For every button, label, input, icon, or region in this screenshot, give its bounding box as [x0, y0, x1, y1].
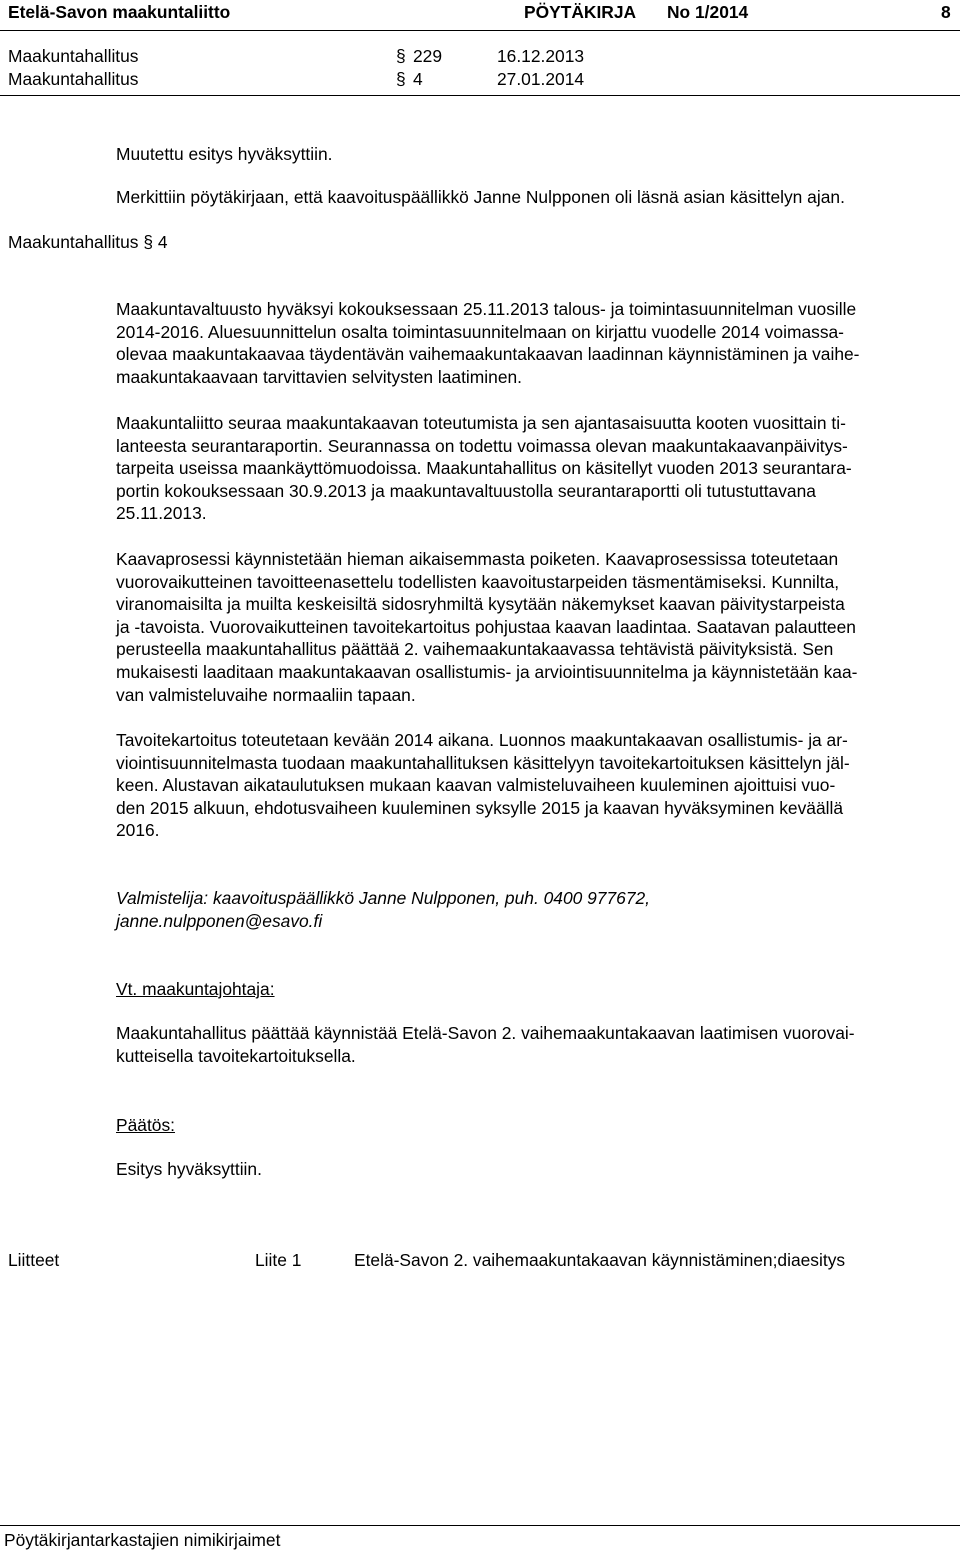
- decision-text: Esitys hyväksyttiin.: [116, 1159, 262, 1179]
- section-sign-icon: §: [396, 46, 406, 66]
- paragraph-line: Kaavaprosessi käynnistetään hieman aikaisemmasta poiketen. Kaavaprosessissa toteutetaan: [116, 549, 839, 569]
- paragraph-monitoring: [116, 412, 954, 525]
- attachment-item-description: Etelä-Savon 2. vaihemaakuntakaavan käynnistäminen;diaesitys: [354, 1250, 846, 1270]
- paragraph-line: keen. Alustavan aikataulutuksen mukaan kaavan valmisteluvaiheen kuuleminen ajoittuisi vuo-: [116, 775, 836, 796]
- paragraph-line: portin kokouksessaan 30.9.2013 ja maakuntavaltuustolla seurantaraportti oli tutustuttavana: [116, 480, 816, 501]
- paragraph-line: 2016.: [116, 820, 160, 841]
- previous-decision-text: Muutettu esitys hyväksyttiin.: [116, 144, 333, 164]
- footer-initials-label: Pöytäkirjantarkastajien nimikirjaimet: [4, 1530, 281, 1550]
- paragraph-line: viranomaisilta ja muilta keskeisiltä sidosryhmiltä kysytään näkemykset kaavan päivitystarpeista: [116, 594, 845, 615]
- paragraph-line: Maakuntaliitto seuraa maakuntakaavan toteutumista ja sen ajantasaisuutta kooten vuosittain ti-: [116, 413, 846, 433]
- paragraph-line: lanteesta seurantaraportin. Seurannassa on todettu voimassa olevan maakuntakaavanpäivitys-: [116, 435, 848, 456]
- reference-body: Maakuntahallitus: [8, 46, 139, 66]
- previous-decision-note: Merkittiin pöytäkirjaan, että kaavoituspäällikkö Janne Nulpponen oli läsnä asian käsittelyn ajan.: [116, 187, 845, 207]
- decision-heading: Päätös:: [116, 1115, 175, 1135]
- header-divider: [0, 30, 960, 31]
- paragraph-line: viointisuunnitelmasta tuodaan maakuntahallituksen käsittelyyn tavoitekartoituksen käsittelyn jäl-: [116, 752, 850, 773]
- section-sign-icon: §: [143, 232, 154, 252]
- section-sign-icon: §: [396, 69, 406, 89]
- page-number: 8: [941, 2, 951, 22]
- reference-number: 4: [413, 69, 423, 89]
- reference-number: 229: [413, 46, 443, 66]
- paragraph-line: Tavoitekartoitus toteutetaan kevään 2014 aikana. Luonnos maakuntakaavan osallistumis- ja ar-: [116, 730, 848, 750]
- paragraph-process: [116, 548, 954, 706]
- attachment-item-number: Liite 1: [255, 1250, 302, 1270]
- document-type: PÖYTÄKIRJA: [524, 2, 637, 22]
- paragraph-line: tarpeita useissa maankäyttömuodoissa. Maakuntahallitus on käsitellyt vuoden 2013 seurantara-: [116, 458, 852, 479]
- references-divider: [0, 95, 960, 96]
- proposal-text-line: Maakuntahallitus päättää käynnistää Etelä-Savon 2. vaihemaakuntakaavan laatimisen vuorovai-: [116, 1023, 855, 1043]
- proposal-text-line: kutteisella tavoitekartoituksella.: [116, 1046, 356, 1066]
- section-label: [8, 231, 168, 253]
- paragraph-line: ja -tavoista. Vuorovaikutteinen tavoitekartoitus pohjustaa kaavan laadintaa. Saatavan palautteen: [116, 616, 856, 637]
- reference-date: 16.12.2013: [497, 46, 585, 66]
- section-label-body: Maakuntahallitus: [8, 232, 139, 252]
- reference-date: 27.01.2014: [497, 69, 585, 89]
- paragraph-line: maakuntakaavaan tarvittavien selvitysten laatiminen.: [116, 366, 522, 387]
- paragraph-line: vuorovaikutteinen tavoitteenasettelu todellisten kaavoitustarpeiden täsmentämiseksi. Kunnilta,: [116, 571, 840, 592]
- paragraph-budget: [116, 298, 954, 388]
- preparer-email: janne.nulpponen@esavo.fi: [116, 911, 323, 931]
- paragraph-line: olevaa maakuntakaavaa täydentävän vaihemaakuntakaavan laadinnan käynnistäminen ja vaihe-: [116, 344, 860, 365]
- paragraph-line: 25.11.2013.: [116, 503, 207, 524]
- document-number: No 1/2014: [667, 2, 749, 22]
- paragraph-line: Maakuntavaltuusto hyväksyi kokouksessaan 25.11.2013 talous- ja toimintasuunnitelman vuosille: [116, 299, 857, 319]
- paragraph-line: 2014-2016. Aluesuunnittelun osalta toimintasuunnitelmaan on kirjattu vuodelle 2014 voimassa-: [116, 321, 844, 342]
- paragraph-line: van valmisteluvaihe normaaliin tapaan.: [116, 684, 416, 705]
- paragraph-line: perusteella maakuntahallitus päättää 2. vaihemaakuntakaavassa tehtävistä päivityksistä. Sen: [116, 639, 834, 660]
- organization-name: Etelä-Savon maakuntaliitto: [8, 2, 231, 22]
- reference-body: Maakuntahallitus: [8, 69, 139, 89]
- paragraph-line: den 2015 alkuun, ehdotusvaiheen kuuleminen syksylle 2015 ja kaavan hyväksyminen keväällä: [116, 797, 844, 818]
- proposal-heading: Vt. maakuntajohtaja:: [116, 979, 275, 999]
- footer-divider: [0, 1525, 960, 1526]
- paragraph-line: mukaisesti laaditaan maakuntakaavan osallistumis- ja arviointisuunnitelma ja käynnistetään kaa-: [116, 661, 858, 682]
- preparer-info: Valmistelija: kaavoituspäällikkö Janne Nulpponen, puh. 0400 977672,: [116, 888, 650, 908]
- attachments-label: Liitteet: [8, 1250, 60, 1270]
- paragraph-schedule: [116, 729, 954, 842]
- section-label-number: 4: [157, 232, 168, 252]
